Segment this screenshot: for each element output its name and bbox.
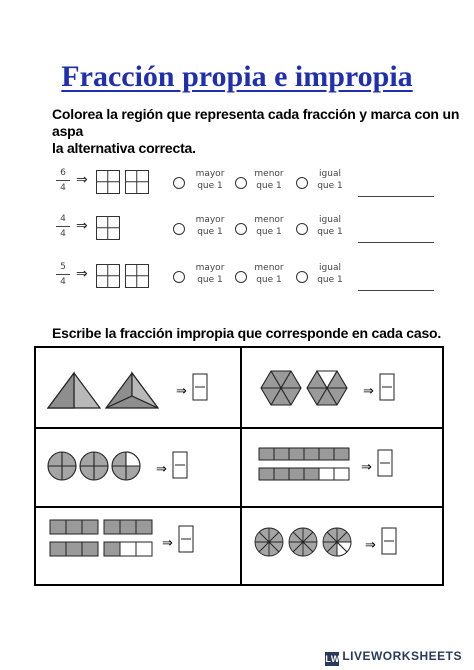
option-label-mayor: mayor que 1 [195, 169, 225, 191]
bars-six-figure [241, 428, 444, 507]
fraction-label: 4 4 [56, 214, 70, 239]
fraction-label: 6 4 [56, 168, 70, 193]
arrow-icon: ⇒ [76, 218, 88, 234]
arrow-icon: ⇒ [76, 172, 88, 188]
answer-line[interactable] [358, 242, 434, 243]
svg-text:⇒: ⇒ [363, 384, 374, 399]
table-cell-hexagons [241, 348, 444, 427]
option-radio-mayor[interactable] [173, 271, 185, 283]
bars-three-figure [36, 508, 239, 587]
fraction-row-2 [48, 212, 438, 252]
arrow-icon: ⇒ [76, 266, 88, 282]
svg-text:⇒: ⇒ [361, 460, 372, 475]
table-cell-circles [36, 428, 239, 507]
svg-text:⇒: ⇒ [156, 462, 167, 477]
liveworksheets-logo: LW LIVEWORKSHEETS [325, 649, 462, 664]
option-radio-mayor[interactable] [173, 223, 185, 235]
option-radio-menor[interactable] [235, 223, 247, 235]
fraction-row-3 [48, 260, 438, 300]
answer-line[interactable] [358, 290, 434, 291]
instruction-1-line-1: Colorea la región que representa cada fracción y marca con un aspa [52, 106, 460, 139]
option-label-igual: igual que 1 [317, 263, 343, 285]
fraction-row-1 [48, 166, 438, 206]
circles-eighths-figure [241, 508, 444, 587]
table-cell-bars-three [36, 508, 239, 587]
option-radio-igual[interactable] [296, 177, 308, 189]
svg-text:⇒: ⇒ [365, 538, 376, 553]
exercise-table [34, 346, 444, 586]
table-cell-triangles [36, 348, 239, 427]
option-radio-menor[interactable] [235, 177, 247, 189]
instruction-2: Escribe la fracción impropia que corresponde en cada caso. [52, 325, 442, 341]
option-radio-igual[interactable] [296, 271, 308, 283]
grid-square[interactable] [96, 216, 120, 240]
option-label-menor: menor que 1 [254, 169, 284, 191]
grid-square[interactable] [125, 264, 149, 288]
table-cell-bars-six [241, 428, 444, 507]
instruction-1-line-2: la alternativa correcta. [52, 140, 196, 156]
svg-text:⇒: ⇒ [176, 384, 187, 399]
option-label-menor: menor que 1 [254, 215, 284, 237]
grid-square[interactable] [96, 170, 120, 194]
grid-square[interactable] [125, 170, 149, 194]
table-cell-circles-eighths [241, 508, 444, 587]
option-label-mayor: mayor que 1 [195, 263, 225, 285]
option-radio-menor[interactable] [235, 271, 247, 283]
instruction-1 [52, 106, 474, 157]
logo-icon: LW [325, 654, 340, 664]
fraction-label: 5 4 [56, 262, 70, 287]
page-title: Fracción propia e impropia [61, 60, 413, 93]
option-radio-igual[interactable] [296, 223, 308, 235]
answer-line[interactable] [358, 196, 434, 197]
option-label-mayor: mayor que 1 [195, 215, 225, 237]
option-radio-mayor[interactable] [173, 177, 185, 189]
option-label-igual: igual que 1 [317, 215, 343, 237]
option-label-igual: igual que 1 [317, 169, 343, 191]
hexagons-figure [241, 348, 444, 427]
grid-square[interactable] [96, 264, 120, 288]
circles-figure [36, 428, 239, 507]
triangles-figure [36, 348, 239, 427]
svg-text:⇒: ⇒ [162, 536, 173, 551]
option-label-menor: menor que 1 [254, 263, 284, 285]
